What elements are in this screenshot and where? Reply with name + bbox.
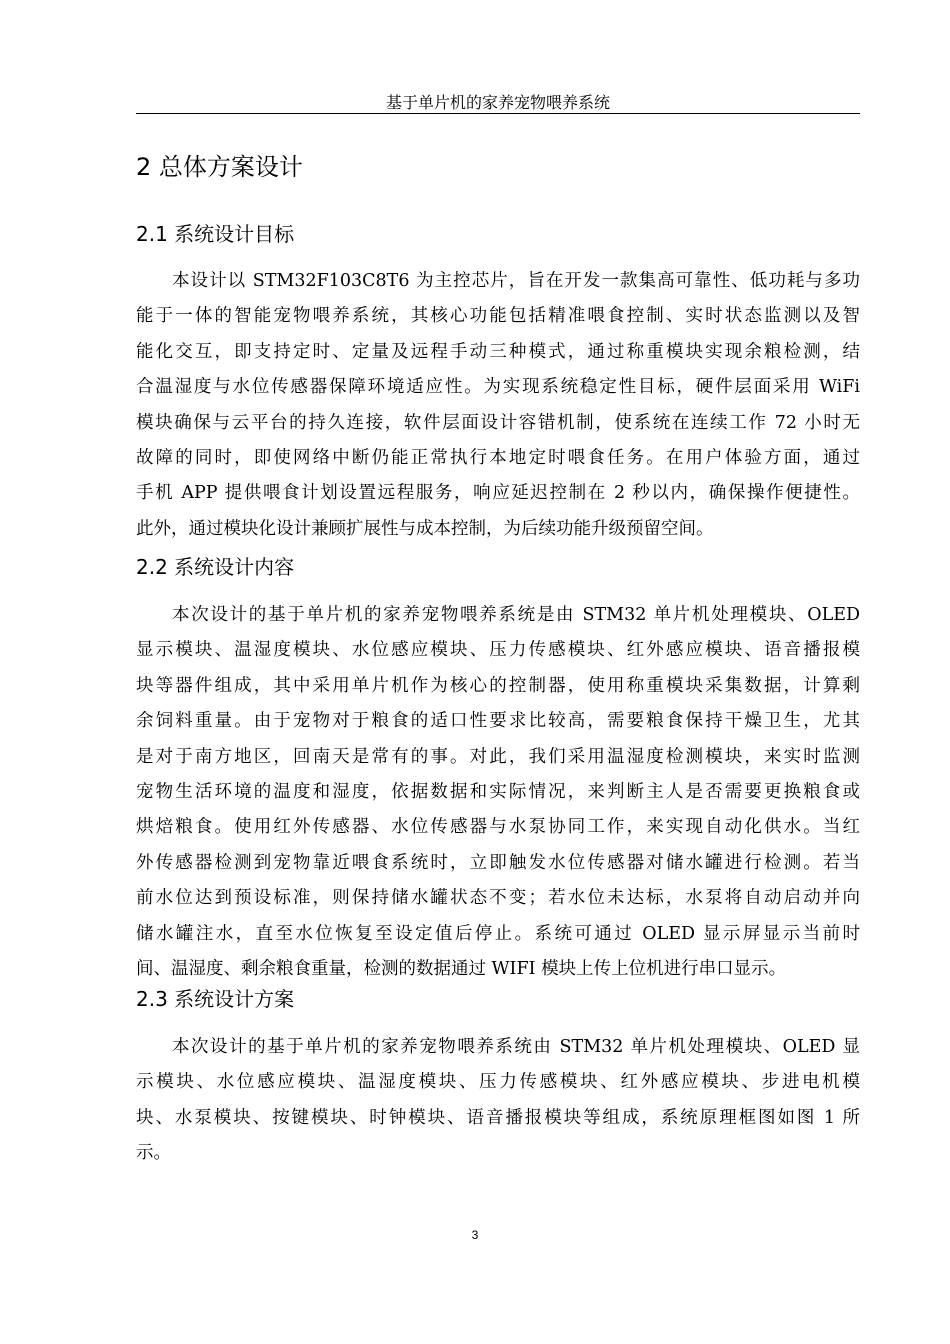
paragraph-line: 烘焙粮食。使用红外传感器、水位传感器与水泵协同工作，来实现自动化供水。当红 [136, 817, 860, 838]
paragraph-line: 此外，通过模块化设计兼顾扩展性与成本控制，为后续功能升级预留空间。 [136, 518, 714, 539]
page-number: 3 [471, 1228, 479, 1242]
paragraph-line: 块等器件组成，其中采用单片机作为核心的控制器，使用称重模块采集数据，计算剩 [136, 675, 860, 696]
paragraph-line: 本次设计的基于单片机的家养宠物喂养系统是由 STM32 单片机处理模块、OLED [172, 605, 860, 625]
paragraph-line: 能化交互，即支持定时、定量及远程手动三种模式，通过称重模块实现余粮检测，结 [136, 341, 860, 362]
paragraph-line: 故障的同时，即使网络中断仍能正常执行本地定时喂食任务。在用户体验方面，通过 [136, 447, 860, 468]
paragraph-line: 宠物生活环境的温度和湿度，依据数据和实际情况，来判断主人是否需要更换粮食或 [136, 781, 860, 802]
paragraph-line: 储水罐注水，直至水位恢复至设定值后停止。系统可通过 OLED 显示屏显示当前时 [136, 923, 860, 944]
paragraph-line: 是对于南方地区，回南天是常有的事。对此，我们采用温湿度检测模块，来实时监测 [136, 746, 860, 767]
header-rule [136, 113, 860, 114]
running-header: 基于单片机的家养宠物喂养系统 [385, 93, 610, 112]
paragraph-line: 模块确保与云平台的持久连接，软件层面设计容错机制，使系统在连续工作 72 小时无 [136, 412, 860, 433]
paragraph-line: 显示模块、温湿度模块、水位感应模块、压力传感模块、红外感应模块、语音播报模 [136, 640, 860, 661]
section-title-2-1: 2.1 系统设计目标 [136, 222, 295, 246]
section-paragraph [136, 1030, 860, 1172]
paragraph-line: 能于一体的智能宠物喂养系统，其核心功能包括精准喂食控制、实时状态监测以及智 [136, 306, 860, 327]
paragraph-line: 外传感器检测到宠物靠近喂食系统时，立即触发水位传感器对储水罐进行检测。若当 [136, 852, 860, 873]
paragraph-line: 本次设计的基于单片机的家养宠物喂养系统由 STM32 单片机处理模块、OLED 显 [172, 1037, 860, 1057]
section-title-2-3: 2.3 系统设计方案 [136, 987, 295, 1011]
paragraph-line: 块、水泵模块、按键模块、时钟模块、语音播报模块等组成，系统原理框图如图 1 所 [136, 1107, 860, 1128]
section-paragraph [136, 598, 860, 987]
section-title-2-2: 2.2 系统设计内容 [136, 555, 295, 579]
paragraph-line: 合温湿度与水位传感器保障环境适应性。为实现系统稳定性目标，硬件层面采用 WiFi [136, 377, 860, 398]
section-paragraph [136, 264, 860, 547]
paragraph-line: 手机 APP 提供喂食计划设置远程服务，响应延迟控制在 2 秒以内，确保操作便捷性。 [136, 483, 860, 504]
paragraph-line: 间、温湿度、剩余粮食重量，检测的数据通过 WIFI 模块上传上位机进行串口显示。 [136, 958, 787, 979]
paragraph-line: 余饲料重量。由于宠物对于粮食的适口性要求比较高，需要粮食保持干燥卫生，尤其 [136, 711, 860, 732]
chapter-title: 2 总体方案设计 [136, 153, 303, 181]
paragraph-line: 本设计以 STM32F103C8T6 为主控芯片，旨在开发一款集高可靠性、低功耗与多功 [172, 271, 860, 291]
paragraph-line: 示。 [136, 1143, 171, 1164]
paragraph-line: 前水位达到预设标准，则保持储水罐状态不变；若水位未达标，水泵将自动启动并向 [136, 888, 860, 909]
paragraph-line: 示模块、水位感应模块、温湿度模块、压力传感模块、红外感应模块、步进电机模 [136, 1072, 860, 1093]
